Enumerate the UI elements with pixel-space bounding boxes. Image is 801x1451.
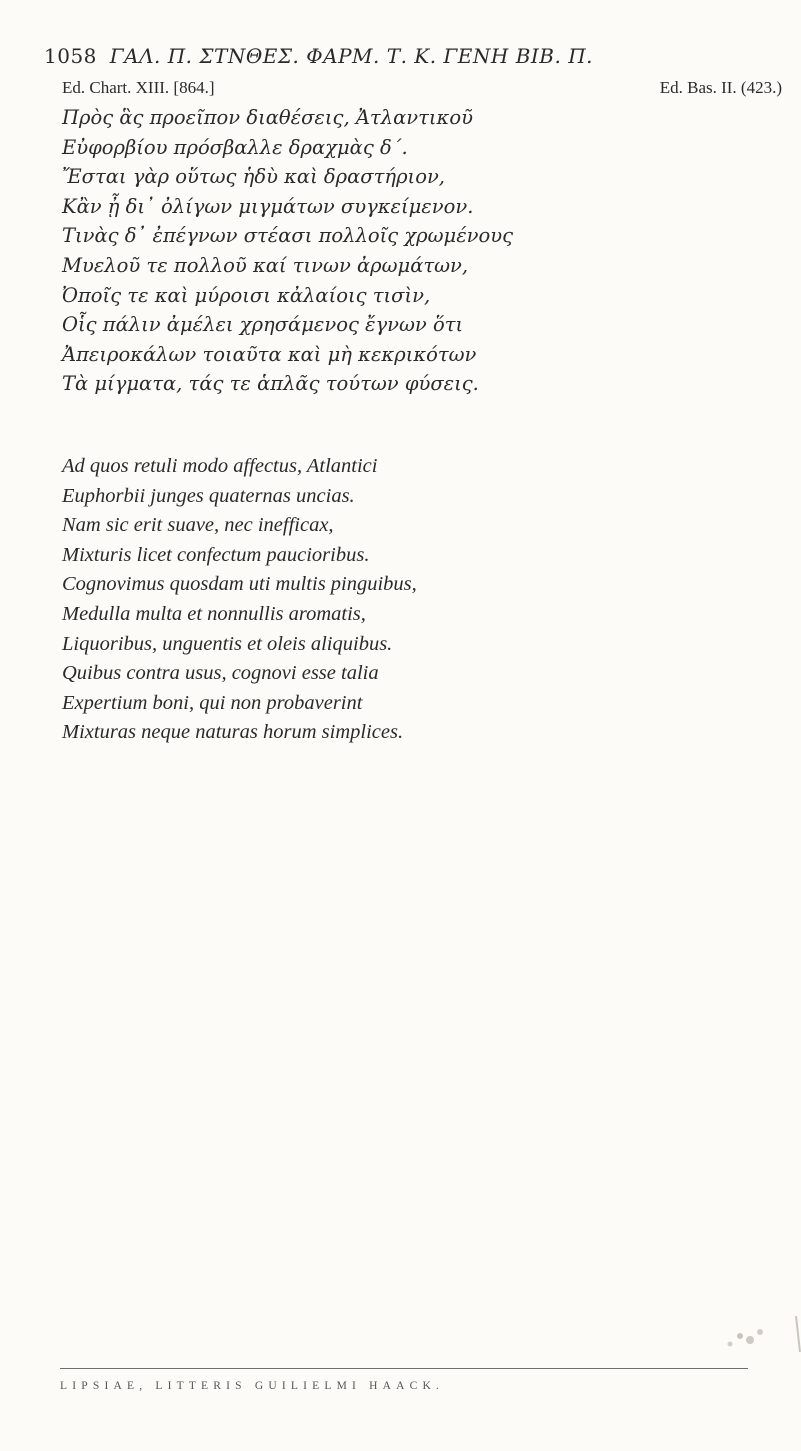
edition-chartier: Ed. Chart. XIII. [864.]	[62, 78, 215, 97]
latin-line: Cognovimus quosdam uti multis pinguibus,	[62, 573, 417, 596]
printer-imprint: LIPSIAE, LITTERIS GUILIELMI HAACK.	[60, 1380, 445, 1392]
greek-line: Πρὸς ἃς προεῖπον διαθέσεις, Ἀτλαντικοῦ	[62, 106, 473, 129]
footer-rule	[60, 1368, 748, 1369]
greek-line: Τὰ μίγματα, τάς τε ἁπλᾶς τούτων φύσεις.	[62, 372, 479, 396]
latin-line: Medulla multa et nonnullis aromatis,	[62, 602, 366, 625]
latin-text-block	[62, 452, 782, 748]
latin-line: Euphorbii junges quaternas uncias.	[62, 484, 355, 507]
greek-line: Τινὰς δ᾽ ἐπέγνων στέασι πολλοῖς χρωμένους	[62, 224, 514, 248]
running-head	[44, 44, 764, 68]
greek-line: Οἷς πάλιν ἀμέλει χρησάμενος ἔγνων ὅτι	[62, 313, 464, 337]
edition-references	[62, 78, 782, 102]
library-stamp-mark	[700, 1312, 801, 1360]
latin-line: Nam sic erit suave, nec inefficax,	[62, 514, 334, 537]
latin-line: Quibus contra usus, cognovi esse talia	[62, 662, 379, 685]
latin-line: Expertium boni, qui non probaverint	[62, 691, 363, 714]
greek-line: Εὐφορβίου πρόσβαλλε δραχμὰς δ΄.	[62, 135, 408, 159]
edition-basel: Ed. Bas. II. (423.)	[659, 78, 782, 97]
greek-line: Ἔσται γὰρ οὕτως ἡδὺ καὶ δραστήριον,	[62, 165, 445, 189]
greek-line: Μυελοῦ τε πολλοῦ καί τινων ἀρωμάτων,	[62, 253, 469, 277]
greek-text-block	[62, 103, 772, 399]
latin-line: Mixturas neque naturas horum simplices.	[62, 721, 404, 744]
greek-line: Ὀποῖς τε καὶ μύροισι κἀλαίοις τισὶν,	[62, 283, 431, 307]
greek-line: Ἀπειροκάλων τοιαῦτα καὶ μὴ κεκρικότων	[62, 342, 477, 366]
latin-line: Mixturis licet confectum paucioribus.	[62, 543, 370, 566]
running-title: ΓΑΛ. Π. ΣΤΝΘΕΣ. ΦΑΡΜ. Τ. Κ. ΓΕΝΗ ΒΙΒ. Π.	[109, 44, 594, 68]
page-number: 1058	[44, 44, 97, 68]
latin-line: Liquoribus, unguentis et oleis aliquibus.	[62, 632, 393, 655]
greek-line: Κἂν ᾖ δι᾽ ὀλίγων μιγμάτων συγκείμενον.	[62, 194, 474, 218]
latin-line: Ad quos retuli modo affectus, Atlantici	[62, 455, 378, 477]
